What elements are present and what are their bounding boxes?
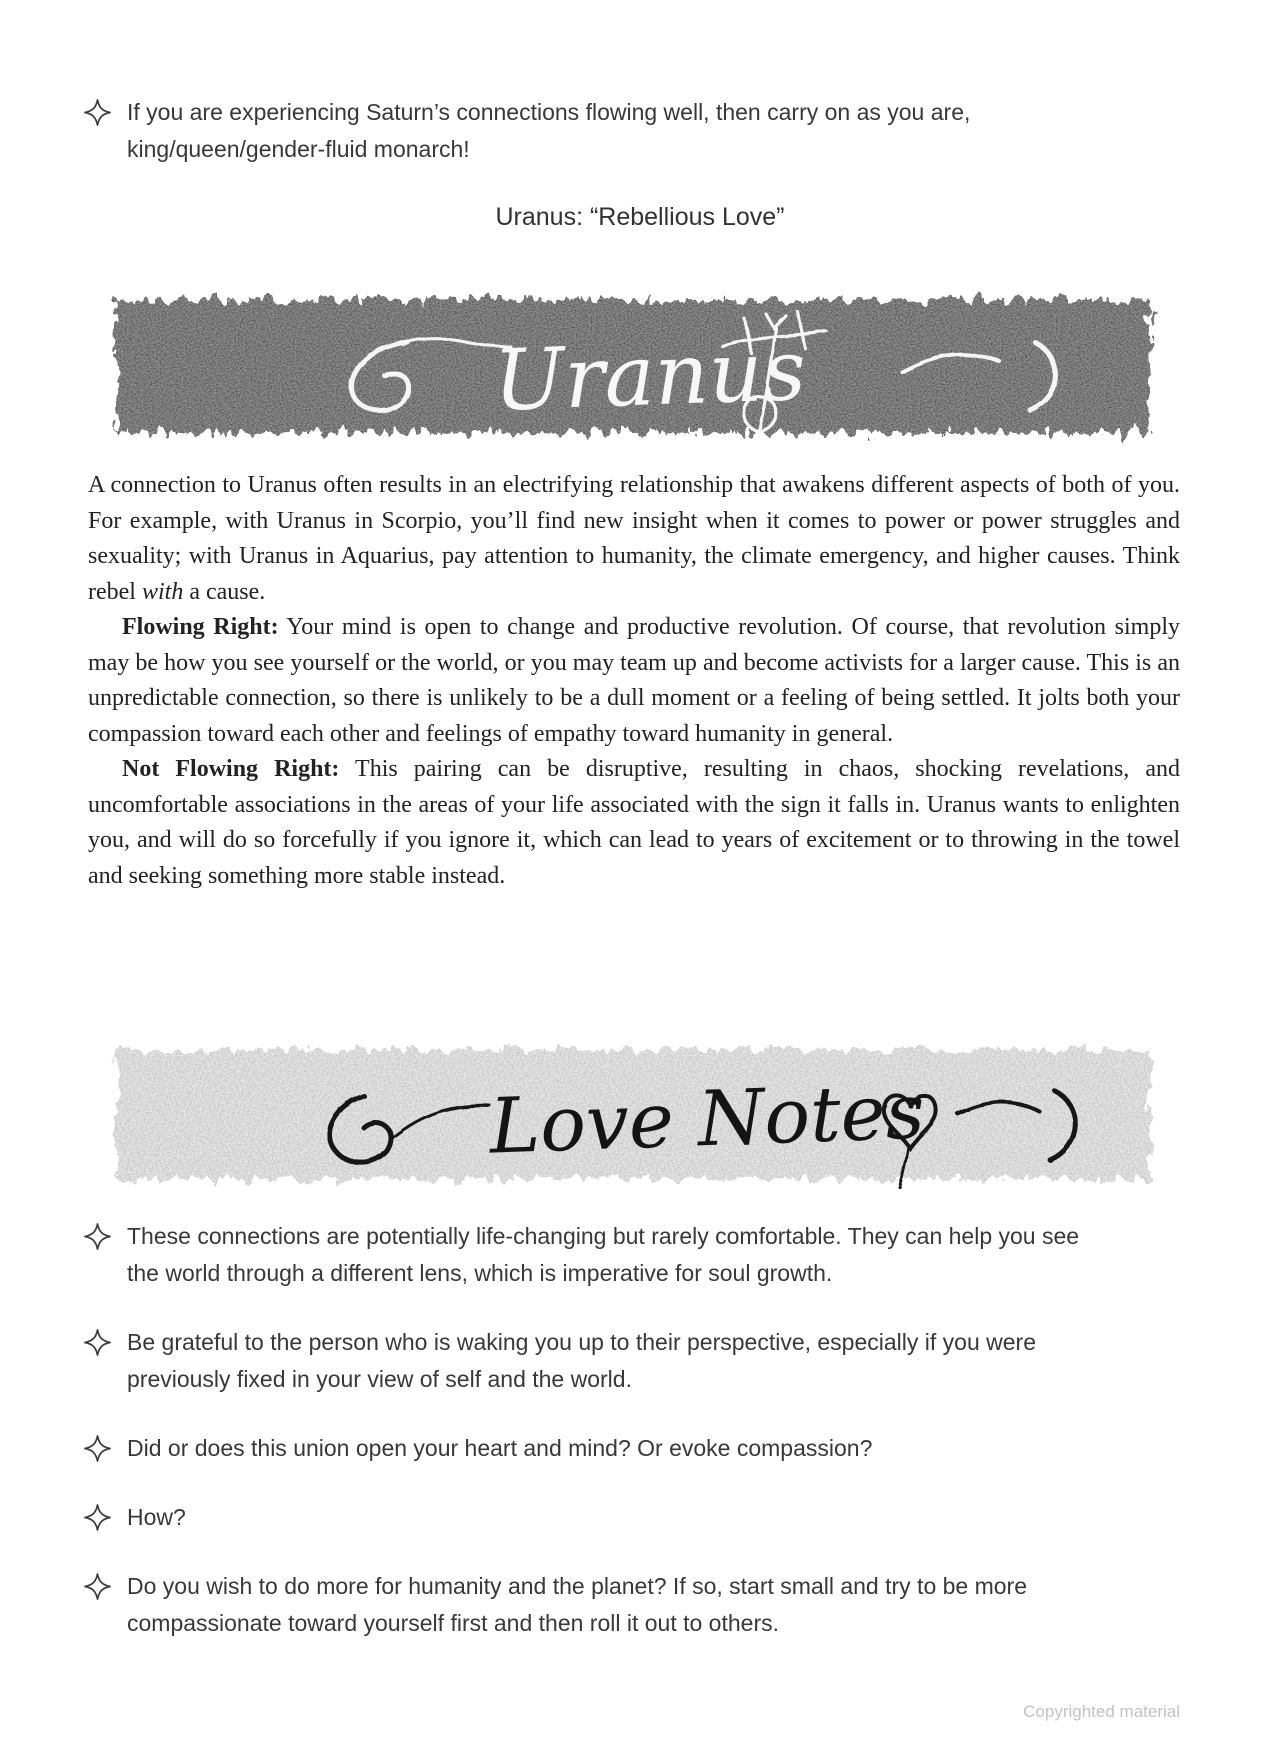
love-notes-banner [102, 1040, 1164, 1189]
love-notes-banner-word: Love Notes [488, 1066, 926, 1171]
paragraph-text: Your mind is open to change and productive revolution. Of course, that revolution simply may be how you see yourself or the world, or you may team up and become activists for a larger cause. This is an unpredictable connection, so there is unlikely to be a dull moment or a feeling of being settled. It jolts both your compassion toward each other and feelings of empathy toward humanity in general. [88, 614, 1180, 747]
paragraph-text: This pairing can be disruptive, resulting in chaos, shocking revelations, and uncomfortable associations in the areas of your life associated with the sign it falls in. Uranus wants to enlighten you, and will do so forcefully if you ignore it, which can lead to years of excitement or to throwing in the towel and seeking something more stable instead. [88, 756, 1180, 889]
four-point-star-icon [84, 1573, 111, 1600]
uranus-banner-word: Uranus [491, 320, 808, 430]
love-note-bullet [84, 1568, 1124, 1642]
flowing-right-label: Flowing Right: [122, 614, 279, 640]
paragraph-flowing-right [88, 610, 1180, 752]
paragraph-text: a cause. [183, 578, 266, 605]
intro-bullet [84, 94, 1114, 168]
love-note-text: These connections are potentially life-changing but rarely comfortable. They can help you see the world through a different lens, which is imperative for soul growth. [127, 1223, 1080, 1286]
four-point-star-icon [84, 1435, 111, 1462]
paragraph-text: A connection to Uranus often results in an electrifying relationship that awakens different aspects of both of you. For example, with Uranus in Scorpio, you’ll find new insight when it comes to power or power struggles and sexuality; with Uranus in Aquarius, pay attention to humanity, the climate emergency, and higher causes. Think rebel [88, 472, 1180, 605]
uranus-banner [102, 290, 1164, 443]
love-note-text: Do you wish to do more for humanity and the planet? If so, start small and try to be more compassionate toward yourself first and then roll it out to others. [127, 1573, 1027, 1636]
love-note-bullet [84, 1324, 1124, 1398]
body-copy [88, 468, 1180, 894]
four-point-star-icon [84, 99, 111, 126]
love-note-bullet [84, 1499, 1124, 1536]
love-note-bullet [84, 1218, 1124, 1292]
love-note-text: Did or does this union open your heart and mind? Or evoke compassion? [127, 1435, 873, 1461]
intro-bullet-text: If you are experiencing Saturn’s connections flowing well, then carry on as you are, king/queen/gender-fluid monarch! [127, 99, 971, 162]
four-point-star-icon [84, 1223, 111, 1250]
love-notes-banner-art [102, 1040, 1164, 1189]
paragraph-italic-word: with [141, 578, 184, 605]
not-flowing-right-label: Not Flowing Right: [122, 756, 340, 782]
love-note-text: How? [127, 1504, 186, 1530]
paragraph-uranus-intro [88, 468, 1180, 610]
four-point-star-icon [84, 1329, 111, 1356]
love-note-bullet [84, 1430, 1124, 1467]
copyright-notice: Copyrighted material [1023, 1702, 1180, 1721]
love-notes-list [84, 1218, 1124, 1674]
section-heading: Uranus: “Rebellious Love” [495, 203, 785, 231]
uranus-banner-art [102, 290, 1164, 443]
four-point-star-icon [84, 1504, 111, 1531]
love-note-text: Be grateful to the person who is waking you up to their perspective, especially if you were previously fixed in your view of self and the world. [127, 1329, 1036, 1392]
paragraph-not-flowing-right [88, 752, 1180, 894]
